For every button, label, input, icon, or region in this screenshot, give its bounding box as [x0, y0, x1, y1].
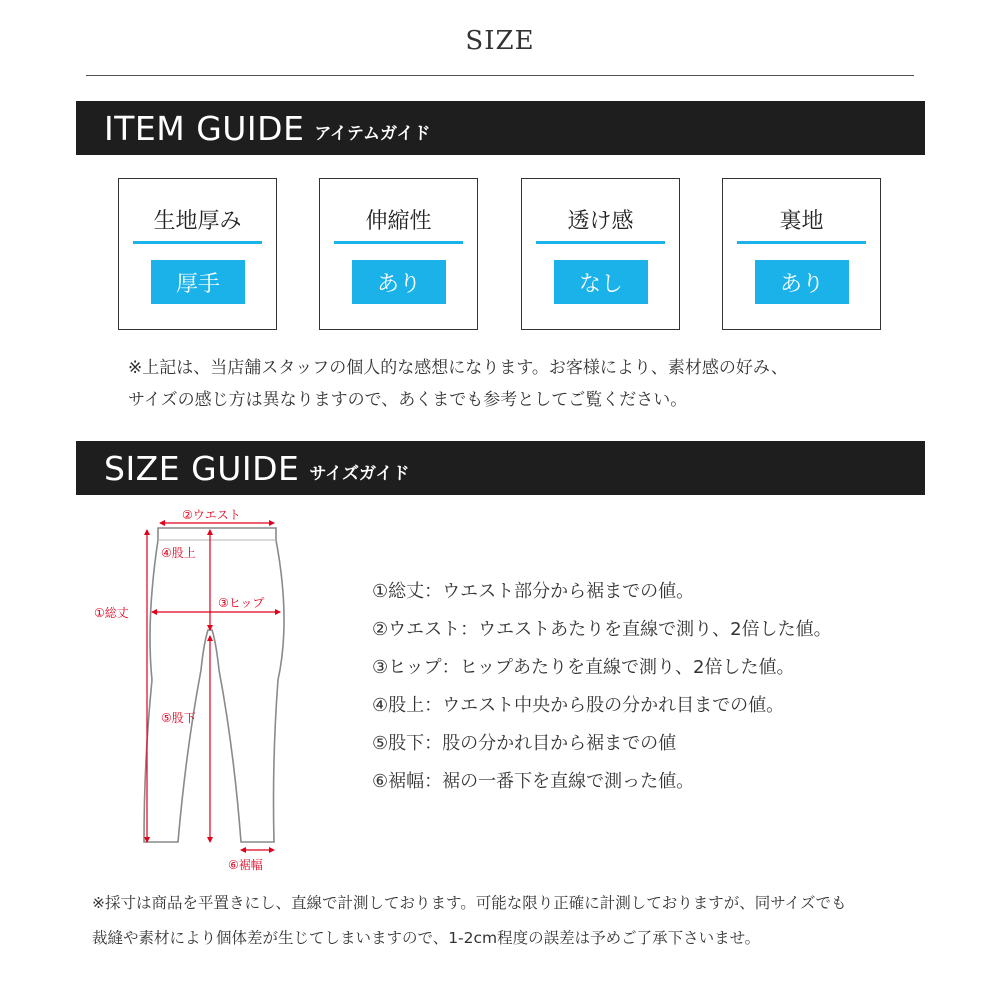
card-underline: [334, 241, 463, 244]
definition-item: ③ヒップ：ヒップあたりを直線で測り、2倍した値。: [372, 657, 795, 678]
measurement-definitions: [372, 578, 832, 806]
sheerness-card: [521, 178, 680, 330]
definition-item: ⑤股下：股の分かれ目から裾までの値: [372, 733, 677, 754]
card-label: 透け感: [567, 209, 634, 234]
card-label: 裏地: [779, 209, 824, 234]
card-label: 伸縮性: [365, 209, 432, 234]
note-line: ※上記は、当店舗スタッフの個人的な感想になります。お客様により、素材感の好み、: [128, 358, 788, 378]
definition-item: ①総丈：ウエスト部分から裾までの値。: [372, 581, 695, 602]
total-length-label: ①総丈: [94, 606, 129, 620]
hip-label: ③ヒップ: [218, 596, 265, 610]
item-guide-header: [76, 101, 925, 155]
hem-width-label: ⑥裾幅: [228, 858, 263, 872]
definition-item: ②ウエスト：ウエストあたりを直線で測り、2倍した値。: [372, 619, 832, 640]
card-value-badge: あり: [755, 260, 849, 304]
card-underline: [133, 241, 262, 244]
inseam-label: ⑤股下: [161, 711, 196, 725]
note-line: ※採寸は商品を平置きにし、直線で計測しております。可能な限り正確に計測しておりますが、同サイズでも: [92, 894, 847, 912]
title-divider: [86, 75, 914, 76]
card-underline: [536, 241, 665, 244]
stretch-card: [319, 178, 478, 330]
card-underline: [737, 241, 866, 244]
size-guide-note: [92, 886, 847, 956]
pants-measurement-diagram: [86, 500, 306, 880]
rise-label: ④股上: [161, 546, 196, 560]
card-value-badge: なし: [554, 260, 648, 304]
pants-illustration: [86, 500, 306, 880]
item-guide-title: ITEM GUIDE: [104, 108, 305, 148]
size-guide-title: SIZE GUIDE: [104, 448, 300, 488]
page-title: SIZE: [465, 26, 535, 56]
item-guide-note: [128, 352, 788, 416]
card-value-badge: 厚手: [151, 260, 245, 304]
waist-label: ②ウエスト: [182, 508, 241, 522]
fabric-thickness-card: [118, 178, 277, 330]
lining-card: [722, 178, 881, 330]
definition-item: ⑥裾幅：裾の一番下を直線で測った値。: [372, 771, 695, 792]
item-guide-subtitle: アイテムガイド: [314, 123, 431, 144]
card-label: 生地厚み: [153, 209, 242, 234]
definition-item: ④股上：ウエスト中央から股の分かれ目までの値。: [372, 695, 785, 716]
note-line: サイズの感じ方は異なりますので、あくまでも参考としてご覧ください。: [128, 390, 688, 410]
size-guide-subtitle: サイズガイド: [309, 463, 410, 484]
note-line: 裁縫や素材により個体差が生じてしまいますので、1-2cm程度の誤差は予めご了承下さいませ。: [92, 929, 761, 947]
card-value-badge: あり: [352, 260, 446, 304]
pants-outline-icon: [144, 528, 284, 842]
size-guide-header: [76, 441, 925, 495]
